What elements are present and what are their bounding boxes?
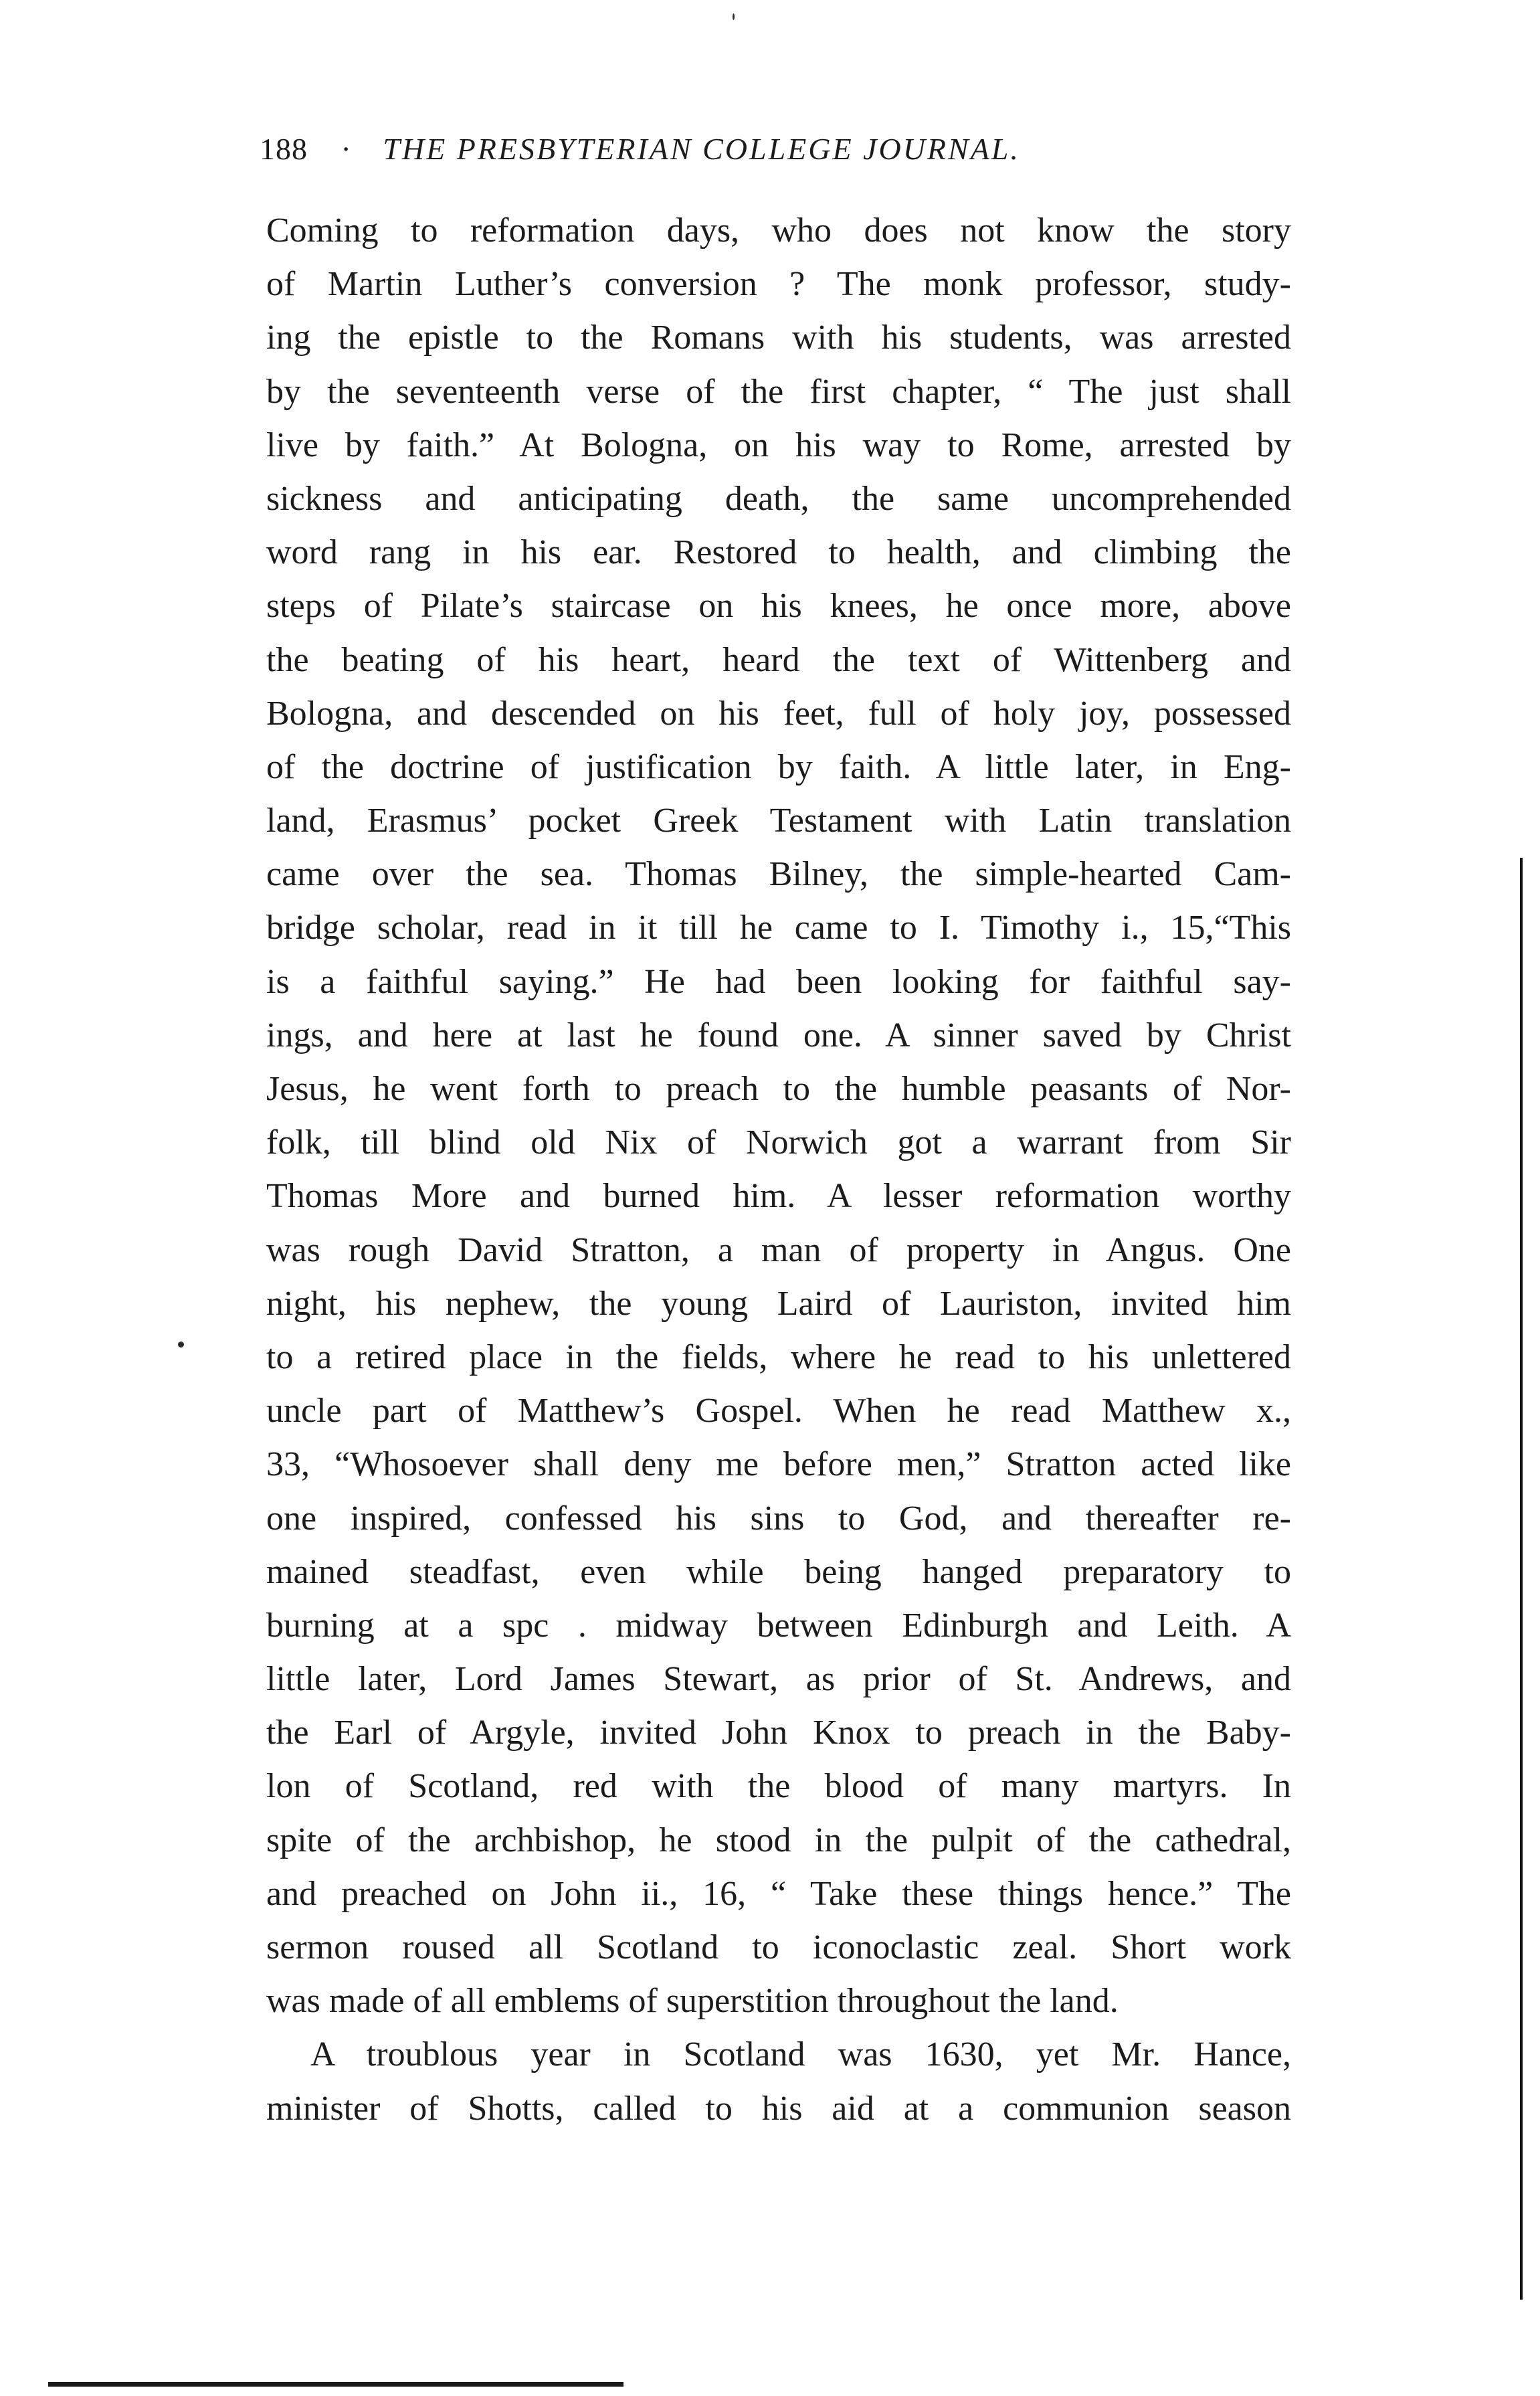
text-line: ing the epistle to the Romans with his students, was arrested xyxy=(266,318,1291,357)
text-line: lon of Scotland, red with the blood of many martyrs. In xyxy=(266,1767,1291,1806)
text-line: was rough David Stratton, a man of property in Angus. One xyxy=(266,1230,1291,1269)
text-line: mained steadfast, even while being hanged preparatory to xyxy=(266,1552,1291,1591)
text-line: and preached on John ii., 16, “ Take these things hence.” The xyxy=(266,1874,1291,1913)
text-line: steps of Pilate’s staircase on his knees, he once more, above xyxy=(266,587,1291,626)
text-line: Coming to reformation days, who does not know the story xyxy=(266,211,1291,250)
text-line: burning at a spc . midway between Edinburgh and Leith. A xyxy=(266,1606,1291,1645)
scan-bottom-line xyxy=(48,2382,623,2387)
page-number: 188 xyxy=(260,132,308,166)
text-line: word rang in his ear. Restored to health, and climbing the xyxy=(266,533,1291,572)
text-line: live by faith.” At Bologna, on his way to Rome, arrested by xyxy=(266,426,1291,464)
text-line: little later, Lord James Stewart, as prior of St. Andrews, and xyxy=(266,1660,1291,1699)
running-title: THE PRESBYTERIAN COLLEGE JOURNAL. xyxy=(383,132,1020,166)
text-line: the Earl of Argyle, invited John Knox to preach in the Baby- xyxy=(266,1714,1291,1752)
text-line: Thomas More and burned him. A lesser reformation worthy xyxy=(266,1177,1291,1216)
text-line: by the seventeenth verse of the first chapter, “ The just shall xyxy=(266,372,1291,411)
text-line: the beating of his heart, heard the text of Wittenberg and xyxy=(266,640,1291,679)
scan-speck xyxy=(178,1342,184,1348)
body-text xyxy=(266,204,1291,2136)
text-line: is a faithful saying.” He had been looking for faithful say- xyxy=(266,962,1291,1001)
text-line: A troublous year in Scotland was 1630, yet Mr. Hance, xyxy=(310,2035,1291,2074)
text-line: was made of all emblems of superstition throughout the land. xyxy=(266,1982,1119,2021)
text-line: bridge scholar, read in it till he came to I. Timothy i., 15,“This xyxy=(266,909,1291,947)
text-line: Bologna, and descended on his feet, full of holy joy, possessed xyxy=(266,694,1291,733)
text-line: spite of the archbishop, he stood in the pulpit of the cathedral, xyxy=(266,1821,1291,1859)
running-header xyxy=(260,126,1223,173)
text-line: sermon roused all Scotland to iconoclastic zeal. Short work xyxy=(266,1928,1291,1966)
text-line: uncle part of Matthew’s Gospel. When he read Matthew x., xyxy=(266,1392,1291,1431)
text-line: Jesus, he went forth to preach to the humble peasants of Nor- xyxy=(266,1070,1291,1108)
text-line: minister of Shotts, called to his aid at a communion season xyxy=(266,2089,1291,2128)
text-line: land, Erasmus’ pocket Greek Testament with Latin translation xyxy=(266,802,1291,840)
text-line: sickness and anticipating death, the same uncomprehended xyxy=(266,479,1291,518)
header-separator: · xyxy=(341,132,351,166)
text-line: one inspired, confessed his sins to God, and thereafter re- xyxy=(266,1499,1291,1538)
text-line: of Martin Luther’s conversion ? The monk professor, study- xyxy=(266,265,1291,304)
text-line: folk, till blind old Nix of Norwich got a warrant from Sir xyxy=(266,1123,1291,1162)
scan-speck xyxy=(733,13,735,20)
text-line: 33, “Whosoever shall deny me before men,” Stratton acted like xyxy=(266,1445,1291,1484)
text-line: to a retired place in the fields, where he read to his unlettered xyxy=(266,1338,1291,1376)
text-line: night, his nephew, the young Laird of Lauriston, invited him xyxy=(266,1284,1291,1323)
text-line: came over the sea. Thomas Bilney, the simple-hearted Cam- xyxy=(266,855,1291,894)
text-line: of the doctrine of justification by faith. A little later, in Eng- xyxy=(266,747,1291,786)
text-line: ings, and here at last he found one. A sinner saved by Christ xyxy=(266,1016,1291,1054)
scan-edge-line xyxy=(1520,858,1523,2300)
